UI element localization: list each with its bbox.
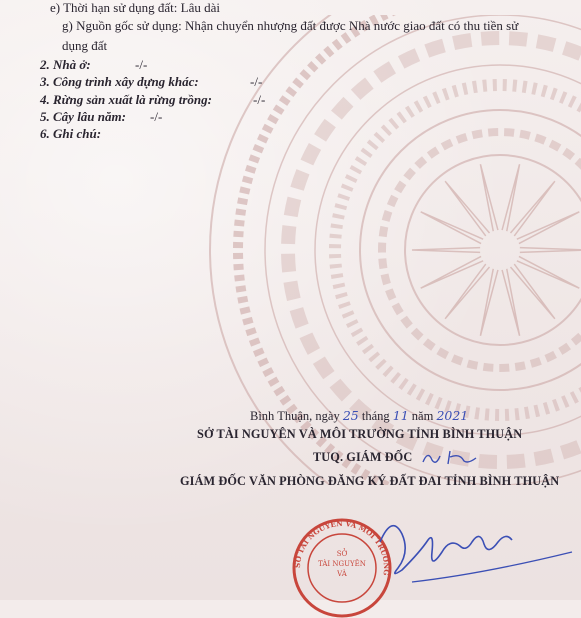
land-origin-line-cont: dụng đất bbox=[62, 38, 108, 53]
signer-title: GIÁM ĐỐC VĂN PHÒNG ĐĂNG KÝ ĐẤT ĐAI TỈNH BÌNH THUẬN bbox=[180, 474, 560, 488]
item-other-construction-value: -/- bbox=[250, 74, 263, 89]
place-date-line bbox=[250, 408, 468, 424]
item-house-value: -/- bbox=[135, 57, 148, 72]
handwritten-year: 2021 bbox=[436, 408, 469, 423]
item-perennial-trees-label: 5. Cây lâu năm: bbox=[40, 109, 126, 124]
item-other-construction-label: 3. Công trình xây dựng khác: bbox=[40, 74, 199, 89]
handwritten-day: 25 bbox=[342, 408, 359, 423]
stamp-center-line3: VÀ bbox=[337, 570, 347, 578]
item-production-forest-label: 4. Rừng sản xuất là rừng trồng: bbox=[40, 92, 212, 107]
land-origin-line: g) Nguồn gốc sử dụng: Nhận chuyển nhượng đất được Nhà nước giao đất có thu tiền sử bbox=[62, 18, 519, 33]
handwritten-month: 11 bbox=[392, 408, 409, 423]
department-heading: SỞ TÀI NGUYÊN VÀ MÔI TRƯỜNG TỈNH BÌNH THUẬN bbox=[197, 427, 523, 441]
stamp-ring-text: SỞ TÀI NGUYÊN VÀ MÔI TRƯỜNG bbox=[292, 518, 392, 576]
stamp-center-line2: TÀI NGUYÊN bbox=[318, 560, 366, 568]
place-prefix: Bình Thuận, ngày bbox=[250, 409, 340, 423]
month-word: tháng bbox=[361, 409, 390, 423]
item-house-label: 2. Nhà ở: bbox=[40, 57, 91, 72]
handwritten-initials bbox=[420, 446, 480, 468]
usage-term-line: e) Thời hạn sử dụng đất: Lâu dài bbox=[50, 0, 221, 15]
on-behalf-heading: TUQ. GIÁM ĐỐC bbox=[313, 450, 413, 464]
year-word: năm bbox=[411, 409, 434, 423]
item-perennial-trees-value: -/- bbox=[150, 109, 163, 124]
handwritten-signature bbox=[372, 512, 577, 592]
item-notes-label: 6. Ghi chú: bbox=[40, 126, 102, 141]
item-production-forest-value: -/- bbox=[253, 92, 266, 107]
stamp-center-line1: SỞ bbox=[336, 550, 348, 558]
